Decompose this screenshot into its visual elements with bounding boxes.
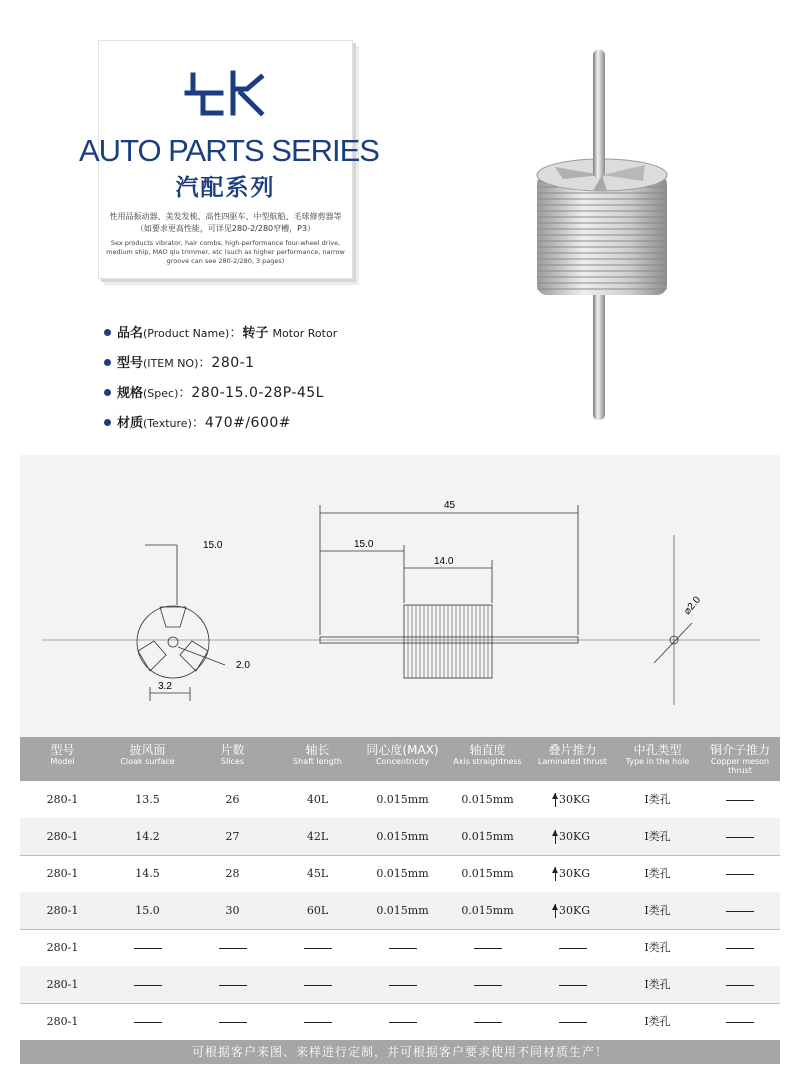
cell-model: 280-1 bbox=[46, 978, 79, 991]
dash-icon bbox=[134, 985, 162, 986]
bullet-icon bbox=[104, 389, 111, 396]
spec-value: 280-15.0-28P-45L bbox=[191, 385, 325, 401]
dash-icon bbox=[389, 948, 417, 949]
cell-copper bbox=[700, 892, 780, 929]
cell-hole: I类孔 bbox=[644, 867, 671, 880]
header-en: Slices bbox=[220, 757, 244, 766]
header-hole bbox=[615, 737, 700, 781]
dash-icon bbox=[726, 911, 754, 912]
cell-thrust bbox=[530, 781, 615, 818]
dim-shaft-label: ⌀2.0 bbox=[681, 594, 704, 617]
cell-thrust bbox=[530, 929, 615, 966]
cell-cloak bbox=[105, 1003, 190, 1040]
cell-thrust bbox=[530, 966, 615, 1003]
cell-cloak: 14.5 bbox=[135, 867, 160, 880]
texture-label-en: (Texture) bbox=[143, 417, 192, 430]
header-thrust bbox=[530, 737, 615, 781]
cell-model: 280-1 bbox=[46, 793, 79, 806]
cell-copper bbox=[700, 818, 780, 855]
cell-copper bbox=[700, 1003, 780, 1040]
cell-hole: I类孔 bbox=[644, 904, 671, 917]
header-copper bbox=[700, 737, 780, 781]
cell-shaft bbox=[275, 966, 360, 1003]
drawing-canvas bbox=[20, 455, 780, 737]
cell-hole: I类孔 bbox=[644, 978, 671, 991]
dash-icon bbox=[726, 985, 754, 986]
table-row bbox=[20, 855, 780, 893]
dash-icon bbox=[219, 1022, 247, 1023]
dim-hole-label: 2.0 bbox=[236, 660, 250, 671]
thrust-value: 30KG bbox=[558, 867, 590, 880]
cell-shaft: 60L bbox=[306, 904, 329, 917]
spec-table-header bbox=[20, 737, 780, 781]
cell-hole: I类孔 bbox=[644, 793, 671, 806]
dash-icon bbox=[726, 874, 754, 875]
header-slices bbox=[190, 737, 275, 781]
dash-icon bbox=[726, 1022, 754, 1023]
cell-concentricity: 0.015mm bbox=[376, 867, 429, 880]
texture-label-cn: 材质 bbox=[117, 416, 144, 431]
cell-concentricity bbox=[360, 1003, 445, 1040]
cell-slices bbox=[190, 966, 275, 1003]
series-card bbox=[79, 40, 379, 279]
cell-hole: I类孔 bbox=[644, 1015, 671, 1028]
thrust-arrow-icon bbox=[555, 867, 556, 881]
brand-logo bbox=[99, 69, 352, 123]
rotor-product-image bbox=[515, 45, 685, 425]
cell-shaft bbox=[275, 929, 360, 966]
cell-copper bbox=[700, 929, 780, 966]
header-cloak bbox=[105, 737, 190, 781]
dim-total-label: 45 bbox=[444, 500, 456, 511]
thrust-value: 30KG bbox=[558, 904, 590, 917]
bullet-icon bbox=[104, 419, 111, 426]
table-row bbox=[20, 781, 780, 819]
table-row bbox=[20, 1003, 780, 1041]
item-value: 280-1 bbox=[211, 355, 255, 371]
name-label-en: (Product Name) bbox=[143, 327, 230, 340]
series-title-cn: 汽配系列 bbox=[175, 175, 276, 201]
dash-icon bbox=[474, 985, 502, 986]
cell-axis: 0.015mm bbox=[461, 793, 514, 806]
cell-slices bbox=[190, 1003, 275, 1040]
texture-value: 470#/600# bbox=[204, 415, 292, 431]
dash-icon bbox=[559, 948, 587, 949]
header-cn: 披风面 bbox=[129, 743, 166, 757]
cell-copper bbox=[700, 855, 780, 892]
thrust-arrow-icon bbox=[555, 830, 556, 844]
cell-thrust bbox=[530, 892, 615, 929]
series-description-en: Sex products vibrator, hair combs, high-performance four-wheel drive, medium ship, MAO qiu trimmer, etc (such as higher performance, narrow groove can see 280-2/280, 3 pages) bbox=[106, 239, 345, 265]
cell-axis: 0.015mm bbox=[461, 867, 514, 880]
dash-icon bbox=[389, 1022, 417, 1023]
series-title: AUTO PARTS SERIES bbox=[79, 133, 379, 168]
thrust-arrow-icon bbox=[555, 793, 556, 807]
spec-label-en: (Spec) bbox=[143, 387, 179, 400]
cell-axis bbox=[445, 1003, 530, 1040]
cell-hole: I类孔 bbox=[644, 941, 671, 954]
cell-slices: 26 bbox=[225, 793, 240, 806]
dash-icon bbox=[726, 837, 754, 838]
cell-axis: 0.015mm bbox=[461, 830, 514, 843]
header-cn: 型号 bbox=[50, 743, 75, 757]
header-cn: 中孔类型 bbox=[633, 743, 682, 757]
dash-icon bbox=[559, 1022, 587, 1023]
dash-icon bbox=[559, 985, 587, 986]
name-label-cn: 品名 bbox=[117, 326, 144, 341]
header-shaft bbox=[275, 737, 360, 781]
cell-cloak bbox=[105, 966, 190, 1003]
cell-model: 280-1 bbox=[46, 1015, 79, 1028]
header-en: Copper meson thrust bbox=[710, 757, 770, 775]
cell-thrust bbox=[530, 818, 615, 855]
dash-icon bbox=[134, 948, 162, 949]
dash-icon bbox=[134, 1022, 162, 1023]
header-en: Axis straightness bbox=[453, 757, 522, 766]
cell-cloak: 13.5 bbox=[135, 793, 160, 806]
header-en: Laminated thrust bbox=[538, 757, 607, 766]
cell-concentricity bbox=[360, 966, 445, 1003]
header-en: Cloak surface bbox=[120, 757, 175, 766]
footer-note: 可根据客户来图、来样进行定制，并可根据客户要求使用不同材质生产！ bbox=[20, 1040, 780, 1064]
cell-shaft: 40L bbox=[306, 793, 329, 806]
cell-concentricity: 0.015mm bbox=[376, 904, 429, 917]
cell-model: 280-1 bbox=[46, 867, 79, 880]
header-cn: 轴长 bbox=[305, 743, 330, 757]
cell-model: 280-1 bbox=[46, 830, 79, 843]
cell-copper bbox=[700, 781, 780, 818]
cell-shaft bbox=[275, 1003, 360, 1040]
header-model bbox=[20, 737, 105, 781]
header-en: Concentricity bbox=[375, 757, 430, 766]
cell-cloak: 14.2 bbox=[135, 830, 160, 843]
header-axis bbox=[445, 737, 530, 781]
cell-slices: 28 bbox=[225, 867, 240, 880]
cell-thrust bbox=[530, 855, 615, 892]
dash-icon bbox=[474, 1022, 502, 1023]
cell-cloak: 15.0 bbox=[135, 904, 160, 917]
desc-cn-line2: （如要求更高性能，可详见280-2/280窄槽，P3） bbox=[135, 224, 316, 233]
product-name-line: 品名(Product Name)：转子 Motor Rotor bbox=[104, 322, 337, 341]
header-cn: 同心度(MAX) bbox=[366, 743, 439, 757]
cell-cloak bbox=[105, 929, 190, 966]
table-row bbox=[20, 892, 780, 930]
cell-concentricity: 0.015mm bbox=[376, 793, 429, 806]
bullet-icon bbox=[104, 329, 111, 336]
header-cn: 片数 bbox=[220, 743, 245, 757]
cell-slices: 27 bbox=[225, 830, 240, 843]
cell-concentricity bbox=[360, 929, 445, 966]
thrust-value: 30KG bbox=[558, 793, 590, 806]
thrust-value: 30KG bbox=[558, 830, 590, 843]
spec-label-cn: 规格 bbox=[117, 386, 144, 401]
dash-icon bbox=[726, 800, 754, 801]
cell-slices bbox=[190, 929, 275, 966]
cell-shaft: 42L bbox=[306, 830, 329, 843]
item-no-line: 型号(ITEM NO)：280-1 bbox=[104, 352, 255, 371]
cell-model: 280-1 bbox=[46, 941, 79, 954]
cell-axis: 0.015mm bbox=[461, 904, 514, 917]
name-value-en: Motor Rotor bbox=[272, 327, 338, 340]
header-cn: 铜介子推力 bbox=[709, 743, 770, 757]
cell-hole: I类孔 bbox=[644, 830, 671, 843]
dash-icon bbox=[304, 985, 332, 986]
table-row bbox=[20, 929, 780, 967]
dash-icon bbox=[726, 948, 754, 949]
lk-logo-icon bbox=[181, 69, 271, 119]
dim-left-label: 15.0 bbox=[354, 539, 374, 550]
series-description-cn bbox=[103, 211, 348, 235]
cell-concentricity: 0.015mm bbox=[376, 830, 429, 843]
cell-model: 280-1 bbox=[46, 904, 79, 917]
item-label-en: (ITEM NO) bbox=[143, 357, 199, 370]
cell-axis bbox=[445, 929, 530, 966]
desc-cn-line1: 性用品振动器、美发发梳、高性四驱车、中型航船、毛球修剪器等 bbox=[109, 212, 342, 221]
texture-line: 材质(Texture)：470#/600# bbox=[104, 412, 291, 431]
header-en: Model bbox=[50, 757, 75, 766]
dim-stack-label: 14.0 bbox=[434, 556, 454, 567]
header-cn: 叠片推力 bbox=[548, 743, 597, 757]
dash-icon bbox=[389, 985, 417, 986]
table-row bbox=[20, 818, 780, 856]
table-row bbox=[20, 966, 780, 1004]
dash-icon bbox=[219, 948, 247, 949]
bullet-icon bbox=[104, 359, 111, 366]
dim-slot-label: 3.2 bbox=[158, 681, 172, 692]
dash-icon bbox=[219, 985, 247, 986]
header-cn: 轴直度 bbox=[469, 743, 506, 757]
item-label-cn: 型号 bbox=[117, 356, 144, 371]
cell-axis bbox=[445, 966, 530, 1003]
dim-radius-label: 15.0 bbox=[203, 540, 223, 551]
dash-icon bbox=[304, 1022, 332, 1023]
dash-icon bbox=[474, 948, 502, 949]
cell-slices: 30 bbox=[225, 904, 240, 917]
cell-thrust bbox=[530, 1003, 615, 1040]
cell-copper bbox=[700, 966, 780, 1003]
cell-shaft: 45L bbox=[306, 867, 329, 880]
name-value-cn: 转子 bbox=[242, 326, 269, 341]
header-concentricity bbox=[360, 737, 445, 781]
thrust-arrow-icon bbox=[555, 904, 556, 918]
header-en: Shaft length bbox=[293, 757, 342, 766]
dash-icon bbox=[304, 948, 332, 949]
technical-drawing bbox=[20, 455, 780, 737]
header-en: Type in the hole bbox=[625, 757, 690, 766]
spec-line: 规格(Spec)：280-15.0-28P-45L bbox=[104, 382, 324, 401]
